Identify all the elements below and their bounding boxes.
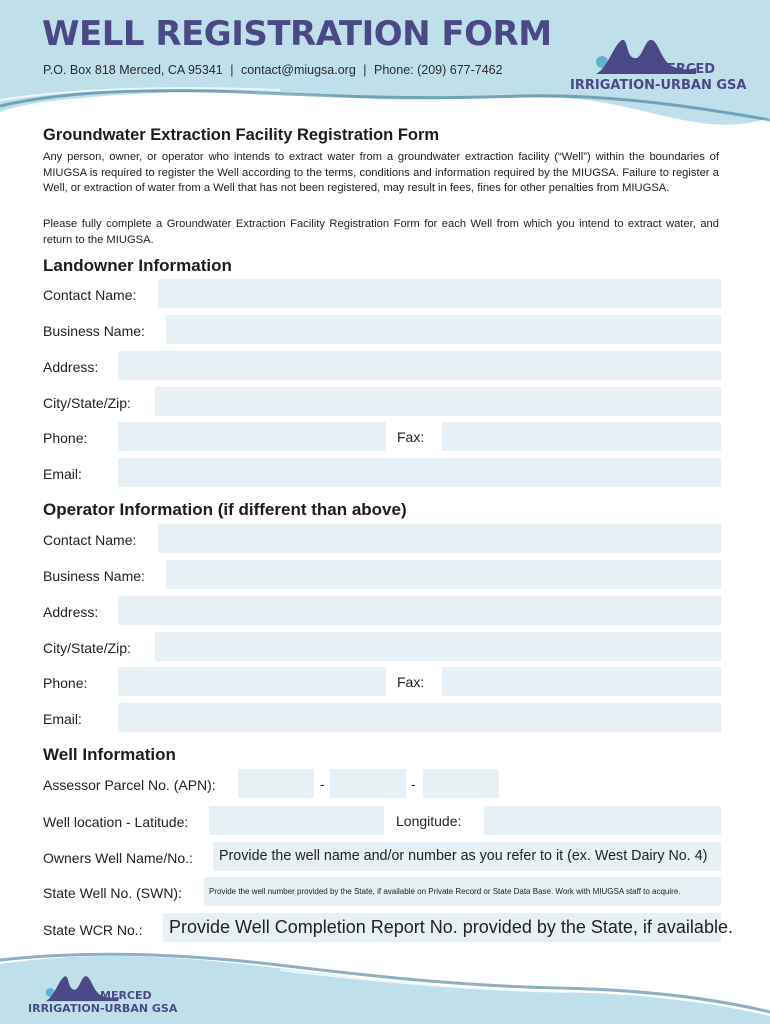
landowner-business-name-field[interactable] [166,315,721,344]
state-well-number-field[interactable] [204,877,721,906]
mailing-address: P.O. Box 818 Merced, CA 95341 [43,63,223,77]
operator-phone-field[interactable] [118,667,386,696]
landowner-address-label: Address: [43,359,99,375]
operator-city-state-zip-field[interactable] [155,632,721,661]
latitude-field[interactable] [209,806,384,835]
landowner-email-field[interactable] [118,458,721,487]
logo-text-merced: MERCED [654,62,716,77]
state-wcr-hint: Provide Well Completion Report No. provided by the State, if available. [169,917,733,937]
apn-part3-field[interactable] [423,769,499,798]
landowner-phone-field[interactable] [118,422,386,451]
operator-business-name-field[interactable] [166,560,721,589]
intro-paragraph: Any person, owner, or operator who intends to extract water from a groundwater extraction facility (“Well”) within the boundaries of MIUGSA is required to register the Well according to the terms, conditions and information required by the MIUGSA. Failure to register a Well, or extraction of water from a Well that has not been registered, may result in fees, fines for other penalties from MIUGSA. [43,151,719,194]
operator-address-label: Address: [43,604,99,620]
separator: | [230,63,234,77]
apn-part2-field[interactable] [330,769,406,798]
landowner-section-heading: Landowner Information [43,256,232,275]
apn-dash: - [320,776,325,792]
apn-label: Assessor Parcel No. (APN): [43,777,216,793]
operator-address-field[interactable] [118,596,721,625]
landowner-contact-name-field[interactable] [158,279,721,308]
state-well-number-label: State Well No. (SWN): [43,885,182,901]
landowner-phone-label: Phone: [43,430,88,446]
logo-text-gsa: IRRIGATION-URBAN GSA [570,78,747,93]
state-wcr-field[interactable] [163,913,733,942]
agency-logo [568,34,747,94]
landowner-city-state-zip-label: City/State/Zip: [43,395,131,411]
landowner-address-field[interactable] [118,351,721,380]
landowner-contact-name-label: Contact Name: [43,287,137,303]
separator: | [363,63,367,77]
contact-email: contact@miugsa.org [240,63,356,77]
form-subtitle: Groundwater Extraction Facility Registration Form [43,126,440,144]
operator-city-state-zip-label: City/State/Zip: [43,640,131,656]
operator-contact-name-label: Contact Name: [43,532,137,548]
contact-phone: Phone: (209) 677-7462 [374,63,503,77]
state-well-number-hint: Provide the well number provided by the State, if available on Private Record or State Data Base. Work with MIUGSA staff to acquire. [209,887,681,896]
operator-phone-label: Phone: [43,675,88,691]
owners-well-name-hint: Provide the well name and/or number as you refer to it (ex. West Dairy No. 4) [219,848,708,864]
instruction-paragraph: Please fully complete a Groundwater Extraction Facility Registration Form for each Well from which you intend to extract water, and return to the MIUGSA. [43,218,719,246]
landowner-city-state-zip-field[interactable] [155,387,721,416]
operator-email-label: Email: [43,711,82,727]
apn-dash: - [411,776,416,792]
operator-business-name-label: Business Name: [43,568,145,584]
operator-fax-label: Fax: [397,674,425,690]
form-title: WELL REGISTRATION FORM [42,14,552,54]
latitude-label: Well location - Latitude: [43,814,189,830]
owners-well-name-field[interactable] [213,842,721,871]
longitude-field[interactable] [484,806,721,835]
operator-email-field[interactable] [118,703,721,732]
landowner-business-name-label: Business Name: [43,323,145,339]
landowner-fax-label: Fax: [397,429,425,445]
contact-line [43,63,507,77]
landowner-fax-field[interactable] [442,422,721,451]
logo-text-gsa: IRRIGATION-URBAN GSA [28,1002,178,1015]
state-wcr-label: State WCR No.: [43,922,143,938]
operator-section-heading: Operator Information (if different than above) [43,500,407,519]
well-section-heading: Well Information [43,745,176,764]
operator-fax-field[interactable] [442,667,721,696]
operator-contact-name-field[interactable] [158,524,721,553]
owners-well-name-label: Owners Well Name/No.: [43,850,193,866]
longitude-label: Longitude: [396,813,462,829]
apn-part1-field[interactable] [238,769,314,798]
footer-agency-logo [28,972,178,1020]
logo-text-merced: MERCED [100,989,152,1002]
landowner-email-label: Email: [43,466,82,482]
